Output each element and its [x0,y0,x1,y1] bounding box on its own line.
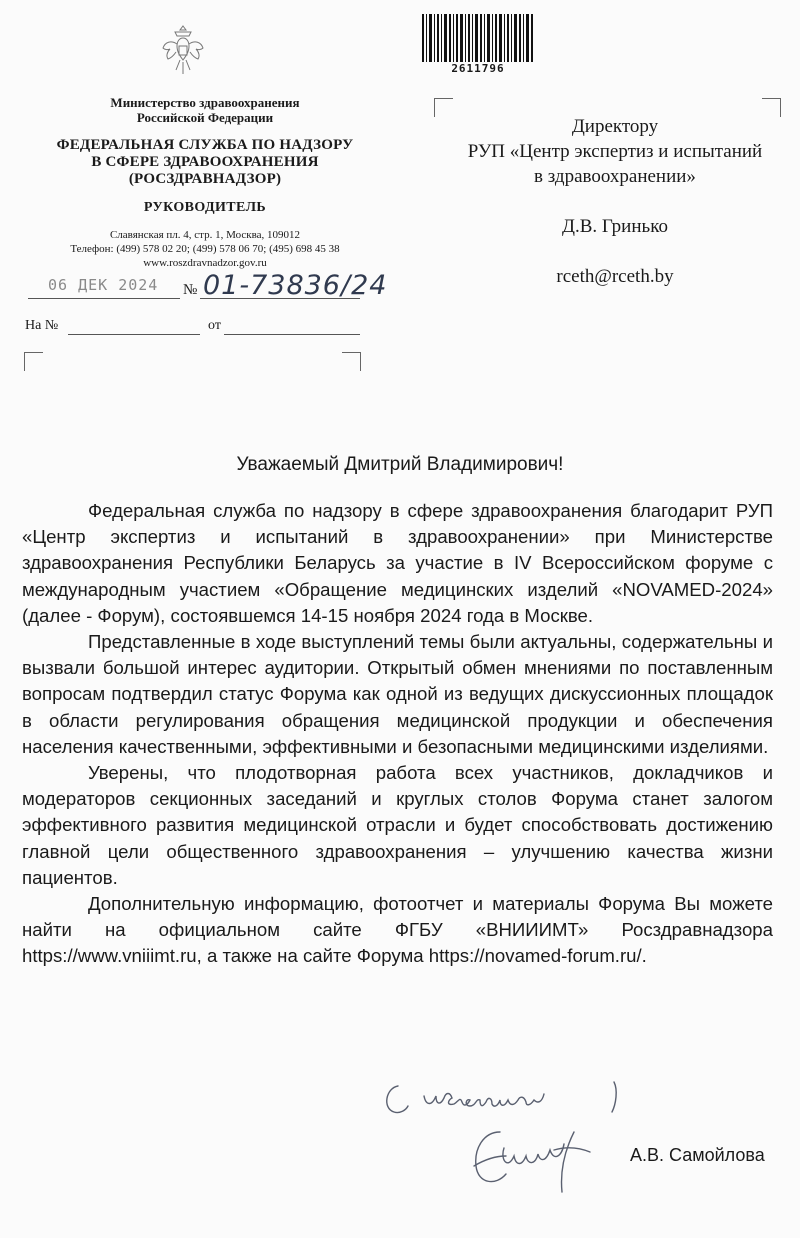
paragraph-3: Уверены, что плодотворная работа всех участников, докладчиков и модераторов секционных заседаний и круглых столов Форума станет залогом эффективного развития медицинской отрасли и будет способствовать достижению главной цели общественного здравоохранения – улучшению качества жизни пациентов. [22,762,773,888]
ministry-line-1: Министерство здравоохранения [110,95,300,110]
registration-number: 01-73836/24 [203,270,388,301]
letter-body [22,498,773,970]
addressee-block [420,114,800,289]
handwritten-signature [378,1070,678,1210]
reply-to-label: На № [25,318,59,333]
ministry-line-2: Российской Федерации [136,110,274,125]
addressee-org-line-1: РУП «Центр экспертиз и испытаний [467,141,763,162]
barcode-number: 2611796 [451,62,505,75]
addressee-name: Д.В. Гринько [562,216,668,237]
reply-date-label: от [208,318,221,333]
left-top-corner-mark [24,352,43,371]
sender-address-block [20,228,390,270]
number-label: № [183,282,198,298]
addressee-title: Директору [571,116,659,137]
paragraph-2: Представленные в ходе выступлений темы были актуальны, содержательны и вызвали большой интерес аудитории. Открытый обмен мнениями по поставленным вопросам подтвердил статус Форума как одной из ведущих дискуссионных площадок в области регулирования обращения медицинской продукции и обеспечения населения качественными, эффективными и безопасными медицинскими изделиями. [22,631,773,757]
sender-address: Славянская пл. 4, стр. 1, Москва, 109012 [109,229,301,241]
coat-of-arms-emblem [160,22,206,80]
left-top-right-corner-mark [342,352,361,371]
head-title: РУКОВОДИТЕЛЬ [143,200,267,215]
service-line-1: ФЕДЕРАЛЬНАЯ СЛУЖБА ПО НАДЗОРУ [56,137,354,153]
addressee-email: rceth@rceth.by [556,266,674,287]
greeting: Уважаемый Дмитрий Владимирович! [236,454,564,475]
reply-date-underline [224,334,360,335]
paragraph-4: Дополнительную информацию, фотоотчет и материалы Форума Вы можете найти на официальном сайте ФГБУ «ВНИИИМТ» Росздравнадзора https://www.vniiimt.ru, а также на сайте Форума https://novamed-forum.ru/. [22,893,773,967]
service-name [30,137,380,188]
sender-website: www.roszdravnadzor.gov.ru [143,257,267,269]
reply-to-underline [68,334,200,335]
service-line-3: (РОСЗДРАВНАДЗОР) [128,171,282,187]
sender-phone: Телефон: (499) 578 02 20; (499) 578 06 70; (495) 698 45 38 [70,243,340,255]
paragraph-1: Федеральная служба по надзору в сфере здравоохранения благодарит РУП «Центр экспертиз и испытаний в здравоохранении» при Министерстве здравоохранения Республики Беларусь за участие в IV Всероссийском форуме с международным участием «Обращение медицинских изделий «NOVAMED-2024» (далее - Форум), состоявшемся 14-15 ноября 2024 года в Москве. [22,500,773,626]
addressee-org-line-2: в здравоохранении» [534,166,696,187]
signatory-name: А.В. Самойлова [630,1145,765,1165]
date-stamp: 06 ДЕК 2024 [48,276,159,294]
barcode [422,14,534,62]
service-line-2: В СФЕРЕ ЗДРАВООХРАНЕНИЯ [91,154,319,170]
ministry-name [30,95,380,125]
date-underline [28,298,180,299]
